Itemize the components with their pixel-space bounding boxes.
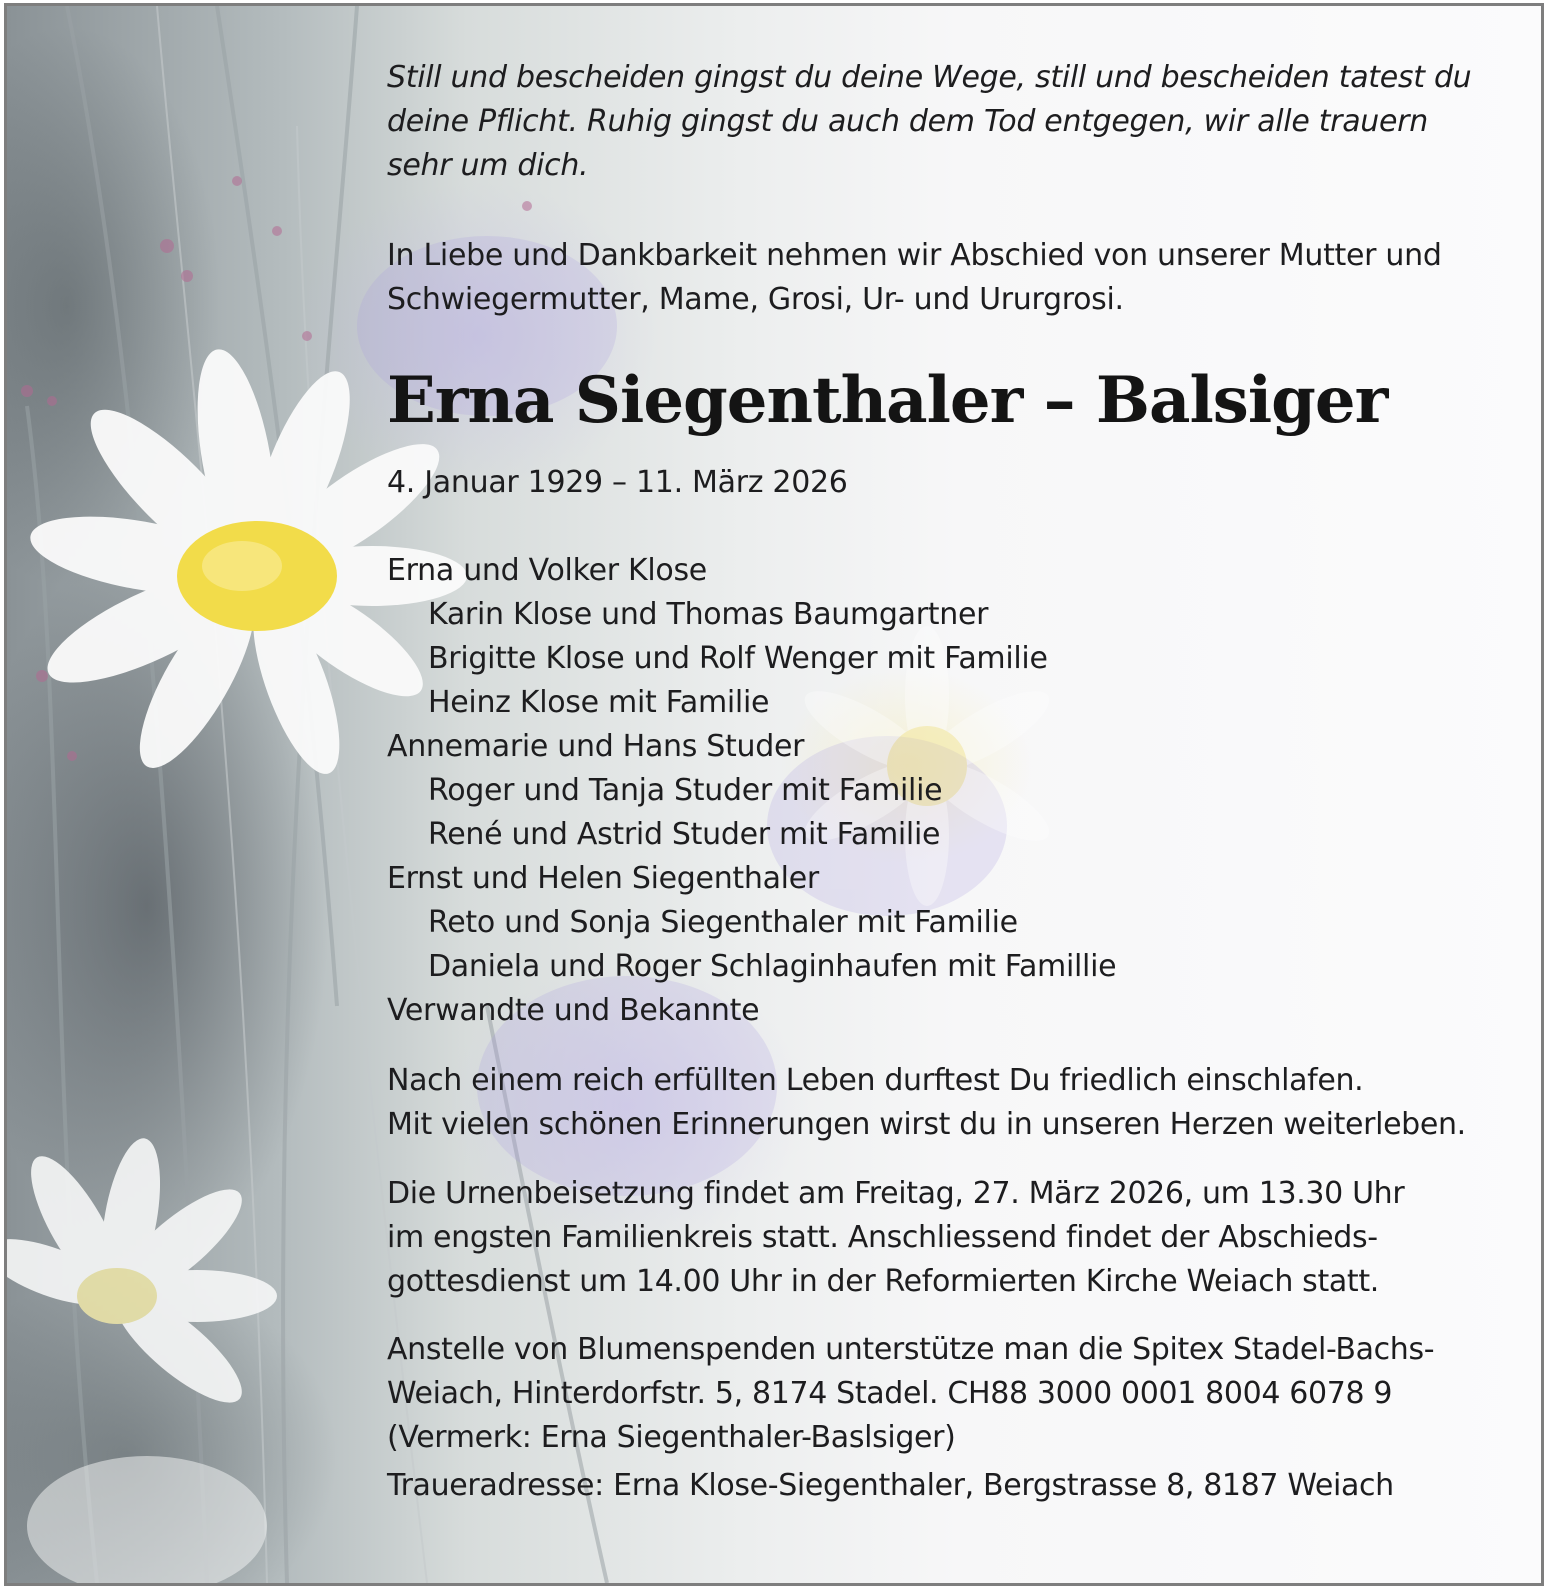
donation-line: Anstelle von Blumenspenden unterstütze man die Spitex Stadel-Bachs- xyxy=(387,1332,1435,1367)
verse-line: sehr um dich. xyxy=(387,148,589,183)
mourner: René und Astrid Studer mit Familie xyxy=(428,817,941,852)
mourner: Roger und Tanja Studer mit Familie xyxy=(428,773,943,808)
obituary-notice xyxy=(4,3,1544,1586)
mourner: Annemarie und Hans Studer xyxy=(387,729,805,764)
mourner: Ernst und Helen Siegenthaler xyxy=(387,861,819,896)
mourner: Karin Klose und Thomas Baumgartner xyxy=(428,597,989,632)
ceremony-line: Die Urnenbeisetzung findet am Freitag, 27. März 2026, um 13.30 Uhr xyxy=(387,1176,1405,1211)
closing-line: Mit vielen schönen Erinnerungen wirst du in unseren Herzen weiterleben. xyxy=(387,1107,1466,1142)
donation-info xyxy=(387,1328,1434,1460)
closing-paragraph xyxy=(387,1059,1466,1147)
donation-line: (Vermerk: Erna Siegenthaler-Baslsiger) xyxy=(387,1420,956,1455)
intro-text xyxy=(387,234,1442,322)
ceremony-line: im engsten Familienkreis statt. Anschliessend findet der Abschieds- xyxy=(387,1220,1378,1255)
intro-line: In Liebe und Dankbarkeit nehmen wir Abschied von unserer Mutter und xyxy=(387,238,1442,273)
intro-line: Schwiegermutter, Mame, Grosi, Ur- und Ururgrosi. xyxy=(387,282,1124,317)
notice-text xyxy=(387,56,1507,1503)
ceremony-info xyxy=(387,1172,1404,1304)
mourner: Brigitte Klose und Rolf Wenger mit Familie xyxy=(428,641,1048,676)
verse-line: deine Pflicht. Ruhig gingst du auch dem Tod entgegen, wir alle trauern xyxy=(387,104,1428,139)
verse-line: Still und bescheiden gingst du deine Wege, still und bescheiden tatest du xyxy=(387,60,1472,95)
mourning-address: Traueradresse: Erna Klose-Siegenthaler, Bergstrasse 8, 8187 Weiach xyxy=(387,1468,1394,1503)
life-dates: 4. Januar 1929 – 11. März 2026 xyxy=(387,465,848,500)
closing-line: Nach einem reich erfüllten Leben durftest Du friedlich einschlafen. xyxy=(387,1063,1364,1098)
verse xyxy=(387,56,1507,188)
mourner: Heinz Klose mit Familie xyxy=(428,685,770,720)
mourner: Verwandte und Bekannte xyxy=(387,993,760,1028)
mourners-list xyxy=(387,549,1116,1033)
mourner: Reto und Sonja Siegenthaler mit Familie xyxy=(428,905,1018,940)
donation-line: Weiach, Hinterdorfstr. 5, 8174 Stadel. CH88 3000 0001 8004 6078 9 xyxy=(387,1376,1393,1411)
mourner: Erna und Volker Klose xyxy=(387,553,707,588)
ceremony-line: gottesdienst um 14.00 Uhr in der Reformierten Kirche Weiach statt. xyxy=(387,1264,1379,1299)
deceased-name: Erna Siegenthaler – Balsiger xyxy=(387,363,1388,438)
mourner: Daniela und Roger Schlaginhaufen mit Famillie xyxy=(428,949,1117,984)
